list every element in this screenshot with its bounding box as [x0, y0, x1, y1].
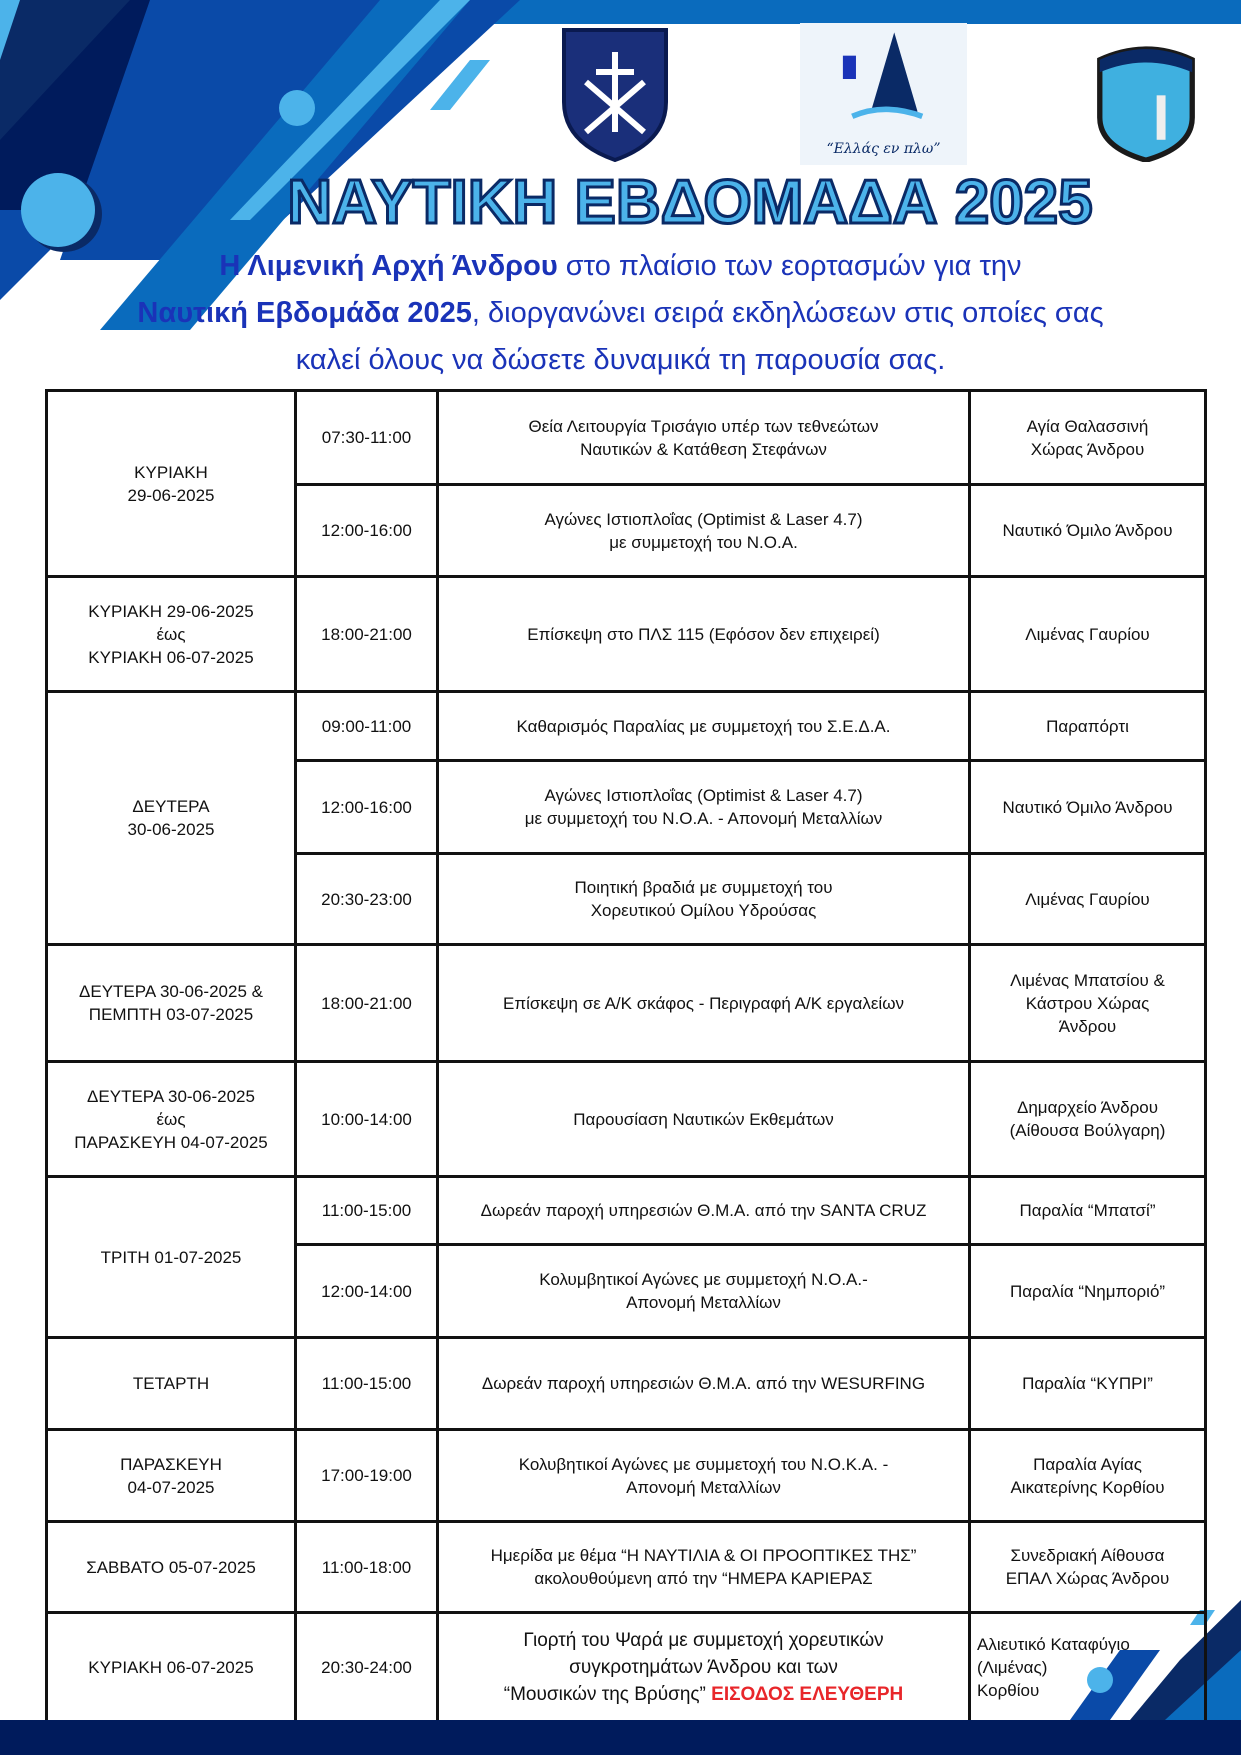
place-cell-text: Λιμένας Γαυρίου — [1025, 889, 1150, 909]
event-cell-text: Κολυμβητικοί Αγώνες με συμμετοχή Ν.Ο.Α.- Απονομή Μεταλλίων — [539, 1270, 868, 1312]
date-cell — [47, 391, 296, 577]
time-cell — [296, 692, 438, 761]
free-entry-highlight: ΕΙΣΟΔΟΣ ΕΛΕΥΘΕΡΗ — [711, 1683, 904, 1705]
footer-bar — [0, 1720, 1241, 1755]
place-cell — [970, 1245, 1206, 1338]
time-cell — [296, 854, 438, 945]
time-cell — [296, 1177, 438, 1245]
event-cell-text: Επίσκεψη στο ΠΛΣ 115 (Εφόσον δεν επιχειρεί) — [527, 624, 880, 644]
event-cell — [438, 1062, 970, 1177]
event-cell — [438, 945, 970, 1062]
place-cell-text: Παραλία “Μπατσί” — [1019, 1201, 1156, 1220]
date-cell-text: ΚΥΡΙΑΚΗ 06-07-2025 — [88, 1657, 254, 1677]
date-cell — [47, 1338, 296, 1430]
place-cell-text: Ναυτικό Όμιλο Άνδρου — [1002, 521, 1173, 540]
event-cell-text: Κολυβητικοί Αγώνες με συμμετοχή του Ν.Ο.Κ.Α. - Απονομή Μεταλλίων — [518, 1454, 889, 1497]
date-cell-text: ΣΑΒΒΑΤΟ 05-07-2025 — [86, 1557, 256, 1577]
intro-text — [10, 243, 1231, 384]
date-cell — [47, 692, 296, 945]
intro-text-2: , διοργανώνει σειρά εκδηλώσεων στις οποίες σας — [471, 297, 1104, 329]
date-cell — [47, 1177, 296, 1338]
time-cell-text: 18:00-21:00 — [321, 624, 412, 644]
time-cell-text: 11:00-15:00 — [321, 1374, 412, 1393]
navy-emblem-logo — [556, 22, 674, 167]
table-row — [47, 1062, 1206, 1177]
date-cell-text: ΔΕΥΤΕΡΑ 30-06-2025 — [127, 797, 215, 839]
time-cell-text: 07:30-11:00 — [321, 428, 412, 447]
place-cell-text: Παραλία “Νημποριό” — [1009, 1281, 1166, 1301]
time-cell-text: 11:00-18:00 — [321, 1557, 412, 1577]
date-cell-text: ΤΕΤΑΡΤΗ — [132, 1374, 210, 1393]
time-cell — [296, 1430, 438, 1522]
time-cell-text: 12:00-16:00 — [321, 521, 412, 540]
event-cell-text: Αγώνες Ιστιοπλοΐας (Optimist & Laser 4.7) με συμμετοχή του Ν.Ο.Α. — [544, 509, 863, 552]
time-cell-text: 20:30-23:00 — [321, 889, 412, 909]
ellas-en-plo-logo — [800, 23, 967, 165]
time-cell-text: 09:00-11:00 — [321, 716, 412, 736]
place-cell — [970, 761, 1206, 854]
event-cell — [438, 485, 970, 577]
time-cell — [296, 1062, 438, 1177]
time-cell-text: 12:00-14:00 — [321, 1281, 412, 1301]
time-cell — [296, 945, 438, 1062]
event-cell — [438, 1245, 970, 1338]
date-cell-text: ΤΡΙΤΗ 01-07-2025 — [100, 1247, 242, 1267]
place-cell-text: Συνεδριακή Αίθουσα ΕΠΑΛ Χώρας Άνδρου — [1005, 1546, 1170, 1588]
event-cell — [438, 1177, 970, 1245]
place-cell-text: Αγία Θαλασσινή Χώρας Άνδρου — [1026, 416, 1149, 459]
table-row — [47, 577, 1206, 692]
date-cell — [47, 945, 296, 1062]
place-cell-text: Αλιευτικό Καταφύγιο (Λιμένας) Κορθίου — [977, 1634, 1130, 1700]
event-cell-text: Γιορτή του Ψαρά με συμμετοχή χορευτικών συγκροτημάτων Άνδρου και των “Μουσικών της Βρύσης” — [503, 1629, 884, 1705]
intro-bold-2: Ναυτική Εβδομάδα 2025 — [137, 297, 472, 329]
event-cell — [438, 761, 970, 854]
date-cell-text: ΚΥΡΙΑΚΗ 29-06-2025 έως ΚΥΡΙΑΚΗ 06-07-2025 — [88, 601, 254, 667]
place-cell-text: Δημαρχείο Άνδρου (Αίθουσα Βούλγαρη) — [1009, 1098, 1166, 1140]
place-cell — [970, 1338, 1206, 1430]
date-cell — [47, 1430, 296, 1522]
place-cell — [970, 1522, 1206, 1613]
event-cell-text: Δωρεάν παροχή υπηρεσιών Θ.Μ.Α. από την SANTA CRUZ — [480, 1201, 927, 1220]
date-cell — [47, 1062, 296, 1177]
place-cell — [970, 692, 1206, 761]
page-title: ΝΑΥΤΙΚΗ ΕΒΔΟΜΑΔΑ 2025 — [287, 168, 1093, 237]
event-cell-text: Αγώνες Ιστιοπλοΐας (Optimist & Laser 4.7) με συμμετοχή του Ν.Ο.Α. - Απονομή Μεταλλίων — [524, 786, 883, 828]
place-cell — [970, 1062, 1206, 1177]
table-row — [47, 1338, 1206, 1430]
time-cell-text: 17:00-19:00 — [321, 1466, 412, 1485]
date-cell-text: ΔΕΥΤΕΡΑ 30-06-2025 έως ΠΑΡΑΣΚΕΥΗ 04-07-2025 — [74, 1086, 268, 1152]
time-cell-text: 20:30-24:00 — [321, 1657, 412, 1677]
intro-text-3: καλεί όλους να δώσετε δυναμικά τη παρουσία σας. — [295, 344, 946, 376]
date-cell-text: ΠΑΡΑΣΚΕΥΗ 04-07-2025 — [120, 1454, 222, 1497]
intro-bold-1: Η Λιμενική Αρχή Άνδρου — [219, 250, 558, 282]
event-cell — [438, 1522, 970, 1613]
coast-guard-emblem-logo — [1088, 42, 1204, 167]
schedule-table — [45, 389, 1207, 1723]
event-cell — [438, 854, 970, 945]
event-cell-text: Παρουσίαση Ναυτικών Εκθεμάτων — [573, 1109, 834, 1129]
place-cell — [970, 854, 1206, 945]
time-cell — [296, 1613, 438, 1722]
time-cell — [296, 1245, 438, 1338]
logo-caption: “Ελλάς εν πλω” — [826, 141, 941, 157]
place-cell — [970, 1177, 1206, 1245]
place-cell-text: Παραπόρτι — [1046, 716, 1129, 736]
event-cell — [438, 1430, 970, 1522]
table-row — [47, 1613, 1206, 1722]
place-cell — [970, 1430, 1206, 1522]
place-cell — [970, 945, 1206, 1062]
place-cell-text: Ναυτικό Όμιλο Άνδρου — [1002, 797, 1173, 817]
event-cell-text: Επίσκεψη σε Α/Κ σκάφος - Περιγραφή Α/Κ εργαλείων — [503, 993, 904, 1013]
time-cell-text: 10:00-14:00 — [321, 1109, 412, 1129]
event-cell — [438, 391, 970, 485]
time-cell — [296, 1522, 438, 1613]
table-row — [47, 391, 1206, 485]
event-cell-text: Θεία Λειτουργία Τρισάγιο υπέρ των τεθνεώτων Ναυτικών & Κατάθεση Στεφάνων — [528, 416, 879, 459]
table-row — [47, 945, 1206, 1062]
event-cell — [438, 1613, 970, 1722]
table-row — [47, 1430, 1206, 1522]
place-cell — [970, 485, 1206, 577]
time-cell-text: 18:00-21:00 — [321, 993, 412, 1013]
time-cell — [296, 485, 438, 577]
table-row — [47, 1177, 1206, 1245]
date-cell — [47, 1613, 296, 1722]
event-cell-text: Ποιητική βραδιά με συμμετοχή του Χορευτικού Ομίλου Υδρούσας — [574, 878, 833, 920]
event-cell — [438, 692, 970, 761]
event-cell-text: Δωρεάν παροχή υπηρεσιών Θ.Μ.Α. από την WESURFING — [481, 1374, 926, 1393]
time-cell — [296, 577, 438, 692]
place-cell — [970, 391, 1206, 485]
place-cell-text: Λιμένας Μπατσίου & Κάστρου Χώρας Άνδρου — [1010, 970, 1165, 1036]
intro-text-1: στο πλαίσιο των εορτασμών για την — [557, 250, 1022, 282]
event-cell — [438, 577, 970, 692]
place-cell — [970, 1613, 1206, 1722]
place-cell-text: Παραλία “ΚΥΠΡΙ” — [1022, 1374, 1153, 1393]
event-cell-text: Καθαρισμός Παραλίας με συμμετοχή του Σ.Ε.Δ.Α. — [516, 716, 891, 736]
time-cell — [296, 391, 438, 485]
event-cell-text: Ημερίδα με θέμα “Η ΝΑΥΤΙΛΙΑ & ΟΙ ΠΡΟΟΠΤΙΚΕΣ ΤΗΣ” ακολουθούμενη από την “ΗΜΕΡΑ ΚΑΡΙΕΡΑΣ — [490, 1546, 917, 1588]
time-cell — [296, 761, 438, 854]
place-cell — [970, 577, 1206, 692]
date-cell — [47, 1522, 296, 1613]
date-cell-text: ΚΥΡΙΑΚΗ 29-06-2025 — [127, 462, 215, 505]
time-cell-text: 11:00-15:00 — [321, 1201, 412, 1220]
place-cell-text: Παραλία Αγίας Αικατερίνης Κορθίου — [1010, 1454, 1165, 1497]
event-cell — [438, 1338, 970, 1430]
table-row — [47, 1522, 1206, 1613]
time-cell — [296, 1338, 438, 1430]
table-row — [47, 692, 1206, 761]
date-cell-text: ΔΕΥΤΕΡΑ 30-06-2025 & ΠΕΜΠΤΗ 03-07-2025 — [79, 982, 263, 1024]
place-cell-text: Λιμένας Γαυρίου — [1025, 624, 1150, 644]
date-cell — [47, 577, 296, 692]
time-cell-text: 12:00-16:00 — [321, 797, 412, 817]
